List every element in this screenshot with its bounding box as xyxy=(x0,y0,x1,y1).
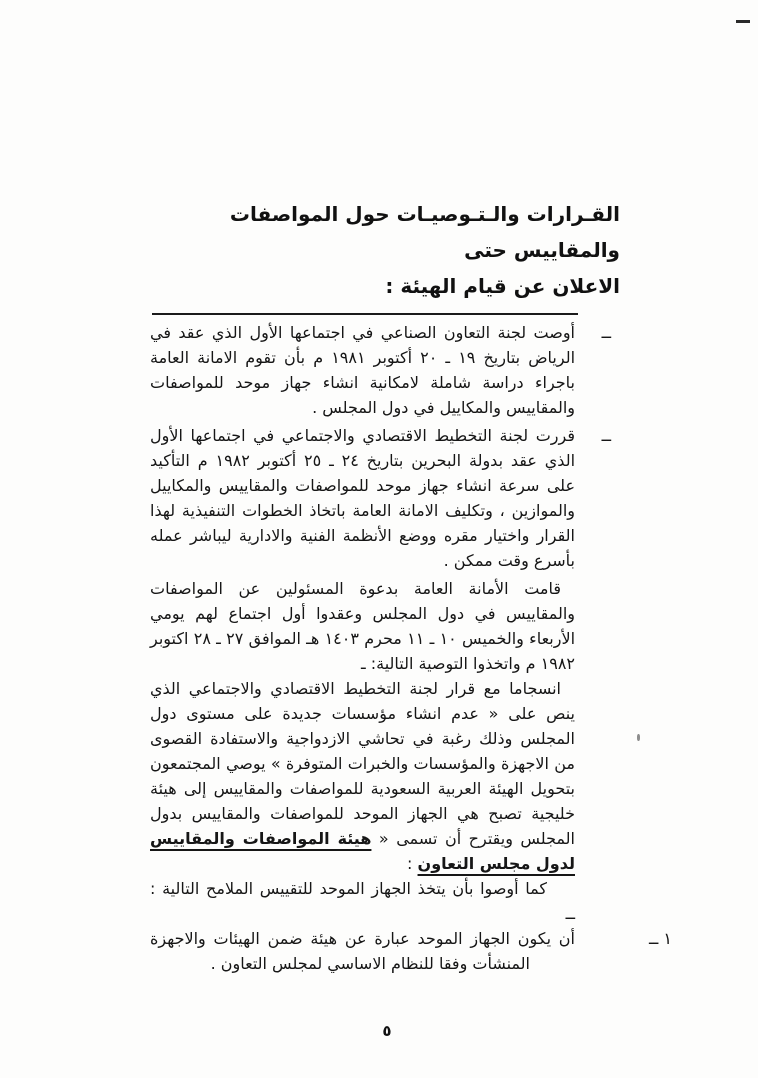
features-intro-paragraph: كما أوصوا بأن يتخذ الجهاز الموحد للتقييس الملامح التالية : ــ xyxy=(150,879,575,923)
paragraph-text: أوصت لجنة التعاون الصناعي في اجتماعها الأول الذي عقد في الرياض بتاريخ ١٩ ـ ٢٠ أكتوبر ١٩٨١ م بأن تقوم الامانة العامة باجراء دراسة شاملة لامكانية انشاء جهاز موحد للمواصفات والمقاييس والمكاييل في دول المجلس . xyxy=(150,323,576,417)
numbered-item-1: ١ ــ أن يكون الجهاز الموحد عبارة عن هيئة ضمن الهيئات والاجهزة المنشأت وفقا للنظام الاساسي لمجلس التعاون . xyxy=(150,929,672,973)
title-line-2: الاعلان عن قيام الهيئة : xyxy=(385,274,620,298)
paragraph-text: قررت لجنة التخطيط الاقتصادي والاجتماعي في اجتماعها الأول الذي عقد بدولة البحرين بتاريخ ٢٤ ـ ٢٥ أكتوبر ١٩٨٢ م التأكيد على سرعة انشاء جهاز موحد للمواصفات والمقاييس والمكاييل والموازين ، وتكليف الامانة العامة باتخاذ الخطوات التنفيذية لهذا القرار واختيار مقره ووضع الأنظمة الفنية والادارية ليباشر عمله بأسرع وقت ممكن . xyxy=(150,426,576,570)
title-divider-rule xyxy=(152,313,578,315)
page-number: ٥ xyxy=(382,1022,392,1040)
dash-bullet-icon: ــ xyxy=(601,323,611,342)
corner-dash-mark xyxy=(736,20,750,23)
ink-speck xyxy=(637,734,640,741)
document-title xyxy=(150,196,620,304)
dash-bullet-icon: ــ xyxy=(601,426,611,445)
recommendation-paragraph xyxy=(150,676,575,876)
resolution-paragraph-planning-committee xyxy=(150,423,611,573)
document-body xyxy=(150,320,672,976)
resolution-paragraph-industrial-committee xyxy=(150,320,611,420)
document-content xyxy=(150,196,672,976)
meeting-paragraph: قامت الأمانة العامة بدعوة المسئولين عن المواصفات والمقاييس في دول المجلس وعقدوا أول اجتماع لهم يومي الأربعاء والخميس ١٠ ـ ١١ محرم ١٤٠٣ هـ الموافق ٢٧ ـ ٢٨ اكتوبر ١٩٨٢ م واتخذوا التوصية التالية: ـ xyxy=(150,579,576,673)
title-line-1: القـرارات والـتـوصيـات حول المواصفات والمقاييس حتى xyxy=(229,202,620,262)
item-text: أن يكون الجهاز الموحد عبارة عن هيئة ضمن الهيئات والاجهزة المنشأت وفقا للنظام الاساسي لمجلس التعاون . xyxy=(150,929,575,973)
proposed-authority-name: هيئة المواصفات والمقاييس لدول مجلس التعاون xyxy=(150,829,575,873)
recommendation-text-before: انسجاما مع قرار لجنة التخطيط الاقتصادي والاجتماعي الذي ينص على « عدم انشاء مؤسسات جديدة على مستوى دول المجلس وذلك رغبة في تحاشي الازدواجية والاستفادة القصوى من الاجهزة والمؤسسات والخبرات المتوفرة » يوصي المجتمعون بتحويل الهيئة العربية السعودية للمواصفات والمقاييس إلى هيئة خليجية تصبح هي الجهاز الموحد للمواصفات والمقاييس بدول المجلس ويقترح أن تسمى « xyxy=(150,679,576,848)
recommendation-text-after: : xyxy=(407,854,418,873)
